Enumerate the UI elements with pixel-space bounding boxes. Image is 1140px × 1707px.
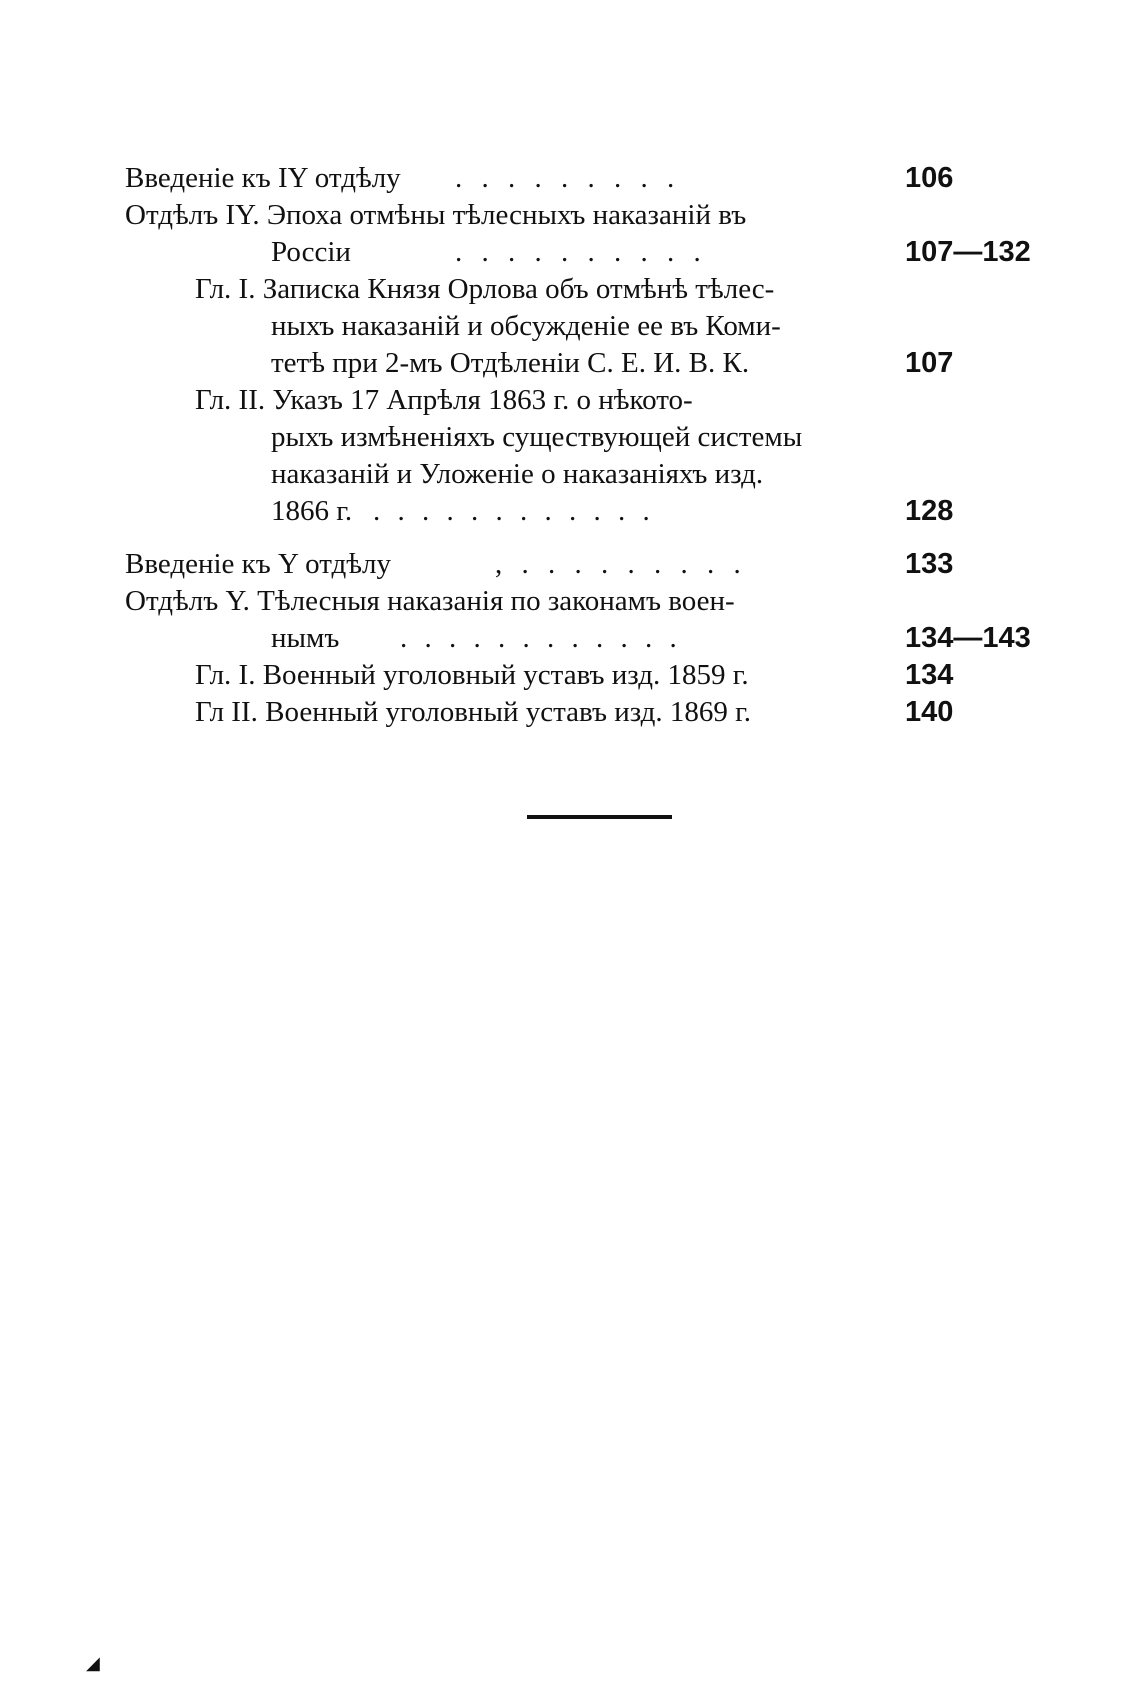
entry-label: Гл. I. Военный уголовный уставъ изд. 1859 г. [195,659,749,691]
entry-label-continued: ныхъ наказаній и обсужденіе ее въ Коми- [271,310,781,342]
leader-dots: , . . . . . . . . . [495,548,747,580]
toc-entry-chapter-5-1 [125,657,1085,694]
leader-dots: . . . . . . . . . . . . [373,495,655,527]
toc-entry-chapter-4-1-cont2 [125,345,1085,382]
page-number: 128 [905,495,954,527]
entry-label-continued: наказаній и Уложеніе о наказаніяхъ изд. [271,458,764,490]
toc-entry-section-5-cont [125,620,1085,657]
entry-label: Введеніе къ Y отдѣлу [125,548,392,580]
toc-entry-intro-4 [125,160,1085,197]
toc-entry-section-4 [125,197,1085,234]
entry-label: Отдѣлъ IY. Эпоха отмѣны тѣлесныхъ наказаній въ [125,199,747,231]
page-number: 107 [905,347,954,379]
toc-entry-section-5 [125,583,1085,620]
toc-entry-chapter-4-2-cont3 [125,493,1085,530]
section-divider-rule [527,815,672,819]
toc-entry-intro-5 [125,546,1085,583]
entry-label-continued: нымъ [271,622,340,654]
toc-entry-section-4-cont [125,234,1085,271]
entry-label-continued: рыхъ измѣненіяхъ существующей системы [271,421,803,453]
printers-mark-icon: ◢ [86,1653,100,1673]
entry-label: Отдѣлъ Y. Тѣлесныя наказанія по законамъ воен- [125,585,735,617]
toc-entry-chapter-4-2 [125,382,1085,419]
toc-entry-chapter-4-1-cont [125,308,1085,345]
toc-entry-chapter-4-2-cont [125,419,1085,456]
page-number: 133 [905,548,954,580]
page-number: 134 [905,659,954,691]
leader-dots: . . . . . . . . . . [455,236,707,268]
leader-dots: . . . . . . . . . [455,162,681,194]
leader-dots: . . . . . . . . . . . . [400,622,682,654]
entry-label-continued: тетѣ при 2-мъ Отдѣленіи С. Е. И. В. К. [271,347,750,379]
page-number: 106 [905,162,954,194]
page-number: 140 [905,696,954,728]
toc-entry-chapter-5-2 [125,694,1085,731]
page-number: 134—143 [905,622,1031,654]
entry-label: Гл. I. Записка Князя Орлова объ отмѣнѣ тѣлес- [195,273,775,305]
page-number: 107—132 [905,236,1031,268]
entry-label-continued: Россіи [271,236,351,268]
toc-entry-chapter-4-2-cont2 [125,456,1085,493]
entry-label: Гл. II. Указъ 17 Апрѣля 1863 г. о нѣкото- [195,384,693,416]
entry-label: Гл II. Военный уголовный уставъ изд. 1869 г. [195,696,752,728]
table-of-contents [125,160,1085,731]
toc-entry-chapter-4-1 [125,271,1085,308]
entry-label: Введеніе къ IY отдѣлу [125,162,401,194]
entry-label-continued: 1866 г. [271,495,353,527]
